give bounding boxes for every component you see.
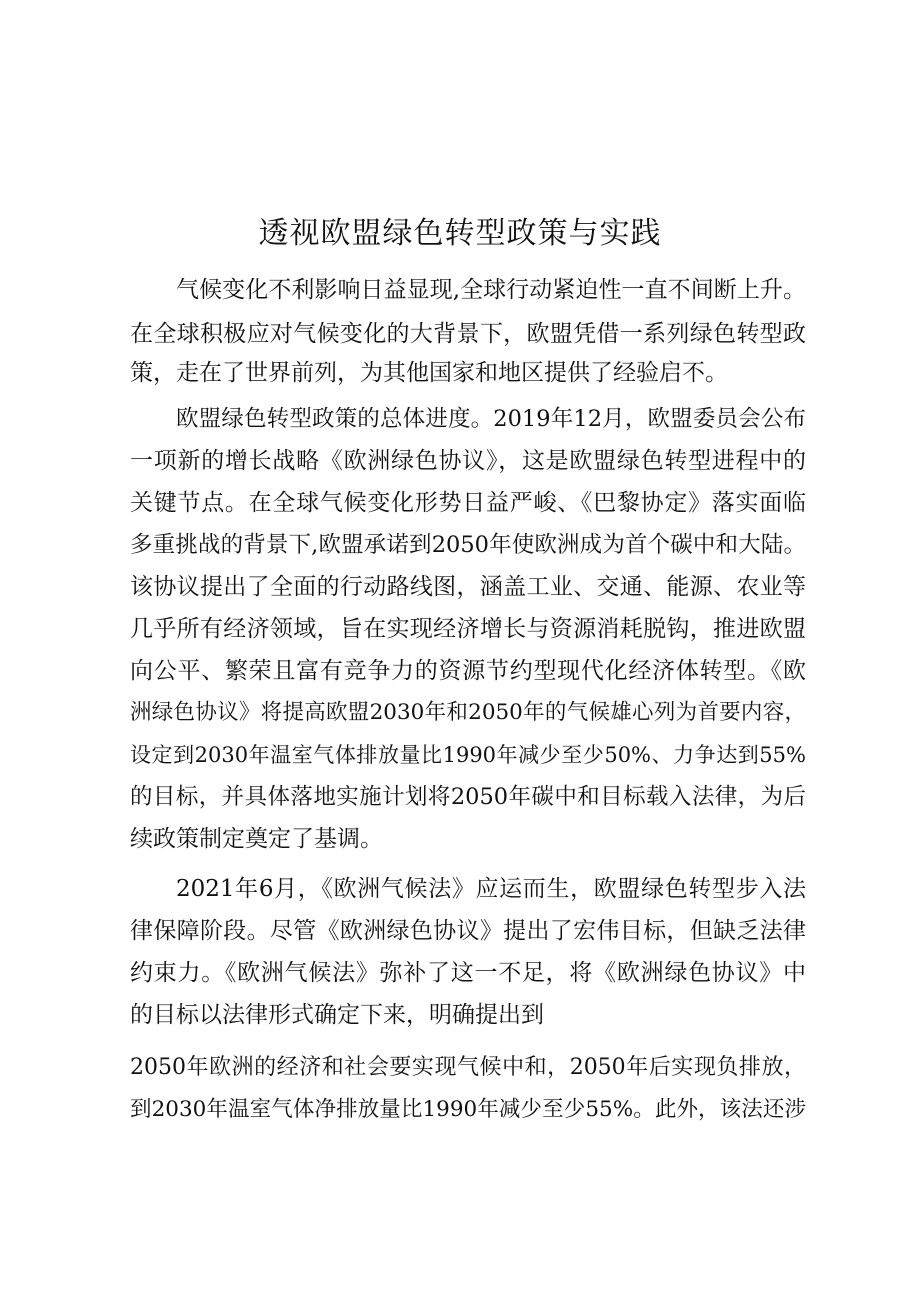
paragraph-2-line-4: 多重挑战的背景下,欧盟承诺到2050年使欧洲成为首个碳中和大陆。: [130, 532, 806, 558]
paragraph-2-line-11: 续政策制定奠定了基调。: [130, 826, 383, 852]
paragraph-3-line-1: 2021年6月，《欧洲气候法》应运而生，欧盟绿色转型步入法: [176, 876, 806, 902]
paragraph-2-line-1: 欧盟绿色转型政策的总体进度。2019年12月，欧盟委员会公布: [176, 406, 806, 432]
paragraph-1-line-3: 策，走在了世界前列，为其他国家和地区提供了经验启不。: [130, 360, 728, 386]
paragraph-2-line-10: 的目标，并具体落地实施计划将2050年碳中和目标载入法律，为后: [130, 784, 806, 810]
document-title: 透视欧盟绿色转型政策与实践: [258, 216, 662, 251]
paragraph-2-line-8: 洲绿色协议》将提高欧盟2030年和2050年的气候雄心列为首要内容，: [130, 700, 806, 725]
paragraph-3-line-4: 的目标以法律形式确定下来，明确提出到: [130, 1002, 544, 1028]
paragraph-3-line-3: 约束力。《欧洲气候法》弥补了这一不足，将《欧洲绿色协议》中: [130, 960, 806, 986]
paragraph-2-line-3: 关键节点。在全球气候变化形势日益严峻、《巴黎协定》落实面临: [130, 490, 806, 516]
paragraph-3-line-2: 律保障阶段。尽管《欧洲绿色协议》提出了宏伟目标，但缺乏法律: [130, 918, 806, 944]
paragraph-4-line-2: 到2030年温室气体净排放量比1990年减少至少55%。此外，该法还涉: [130, 1097, 806, 1122]
paragraph-2-line-9: 设定到2030年温室气体排放量比1990年减少至少50%、力争达到55%: [130, 743, 806, 767]
paragraph-2-line-7: 向公平、繁荣且富有竞争力的资源节约型现代化经济体转型。《欧: [130, 658, 806, 684]
paragraph-2-line-5: 该协议提出了全面的行动路线图，涵盖工业、交通、能源、农业等: [130, 574, 806, 600]
paragraph-1-line-2: 在全球积极应对气候变化的大背景下，欧盟凭借一系列绿色转型政: [130, 321, 806, 347]
paragraph-4-line-1: 2050年欧洲的经济和社会要实现气候中和，2050年后实现负排放，: [130, 1055, 806, 1080]
paragraph-2-line-2: 一项新的增长战略《欧洲绿色协议》，这是欧盟绿色转型进程中的: [130, 448, 806, 474]
paragraph-1-line-1: 气候变化不利影响日益显现,全球行动紧迫性一直不间断上升。: [176, 277, 806, 303]
paragraph-2-line-6: 几乎所有经济领域，旨在实现经济增长与资源消耗脱钩，推进欧盟: [130, 616, 806, 642]
